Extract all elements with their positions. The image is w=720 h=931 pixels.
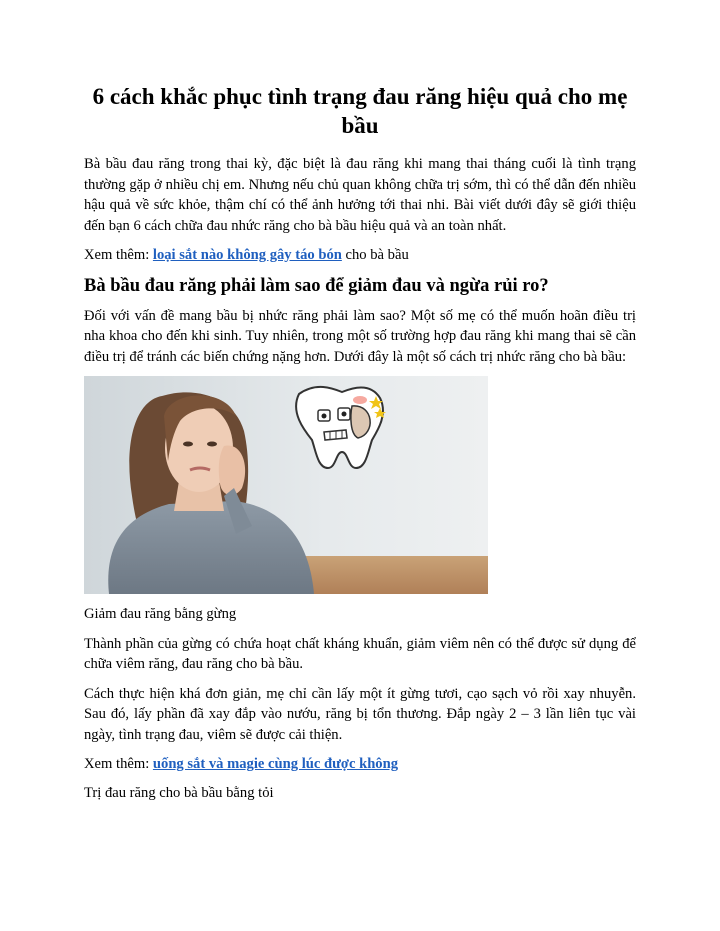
see-more-line-2 [84, 754, 636, 775]
section-paragraph: Đối với vấn đề mang bầu bị nhức răng phải làm sao? Một số mẹ có thể muốn hoãn điều trị nha khoa cho đến khi sinh. Tuy nhiên, trong một số trường hợp đau răng khi mang thai sẽ cần điều trị để tránh các biến chứng nặng hơn. Dưới đây là một số cách trị nhức răng cho bà bầu: [84, 307, 636, 365]
toothache-woman-image [84, 376, 488, 594]
see-more-line-1 [84, 245, 636, 266]
method-2-title: Trị đau răng cho bà bầu bằng tỏi [84, 784, 274, 801]
toothache-figure [84, 376, 488, 594]
iron-magnesium-link[interactable]: uống sắt và magie cùng lúc được không [152, 756, 399, 772]
see-more-prefix: Xem thêm: [84, 756, 153, 772]
see-more-prefix: Xem thêm: [84, 247, 153, 263]
iron-constipation-link[interactable]: loại sắt nào không gây táo bón [152, 247, 342, 263]
section-heading: Bà bầu đau răng phải làm sao để giảm đau và ngừa rủi ro? [84, 275, 549, 296]
see-more-suffix: cho bà bầu [341, 247, 409, 263]
method-1-title: Giảm đau răng bằng gừng [84, 606, 237, 622]
method-1-paragraph-1: Thành phần của gừng có chứa hoạt chất kháng khuẩn, giảm viêm nên có thể được sử dụng để chữa viêm răng, đau răng cho bà bầu. [84, 635, 636, 672]
method-1-paragraph-2: Cách thực hiện khá đơn giản, mẹ chỉ cần lấy một ít gừng tươi, cạo sạch vỏ rồi xay nhuyễn. Sau đó, lấy phần đã xay đắp vào nướu, răng bị tổn thương. Đắp ngày 2 – 3 lần liên tục vài ngày, tình trạng đau, viêm sẽ được cải thiện. [84, 685, 636, 743]
intro-paragraph: Bà bầu đau răng trong thai kỳ, đặc biệt là đau răng khi mang thai tháng cuối là tình trạng thường gặp ở nhiều chị em. Nhưng nếu chủ quan không chữa trị sớm, thì có thể dẫn đến nhiều hậu quả về sức khỏe, thậm chí có thể ảnh hưởng tới thai nhi. Bài viết dưới đây sẽ giới thiệu đến bạn 6 cách chữa đau nhức răng cho bà bầu hiệu quả và an toàn nhất. [84, 156, 636, 234]
page-title: 6 cách khắc phục tình trạng đau răng hiệu quả cho mẹ bầu [92, 84, 628, 138]
